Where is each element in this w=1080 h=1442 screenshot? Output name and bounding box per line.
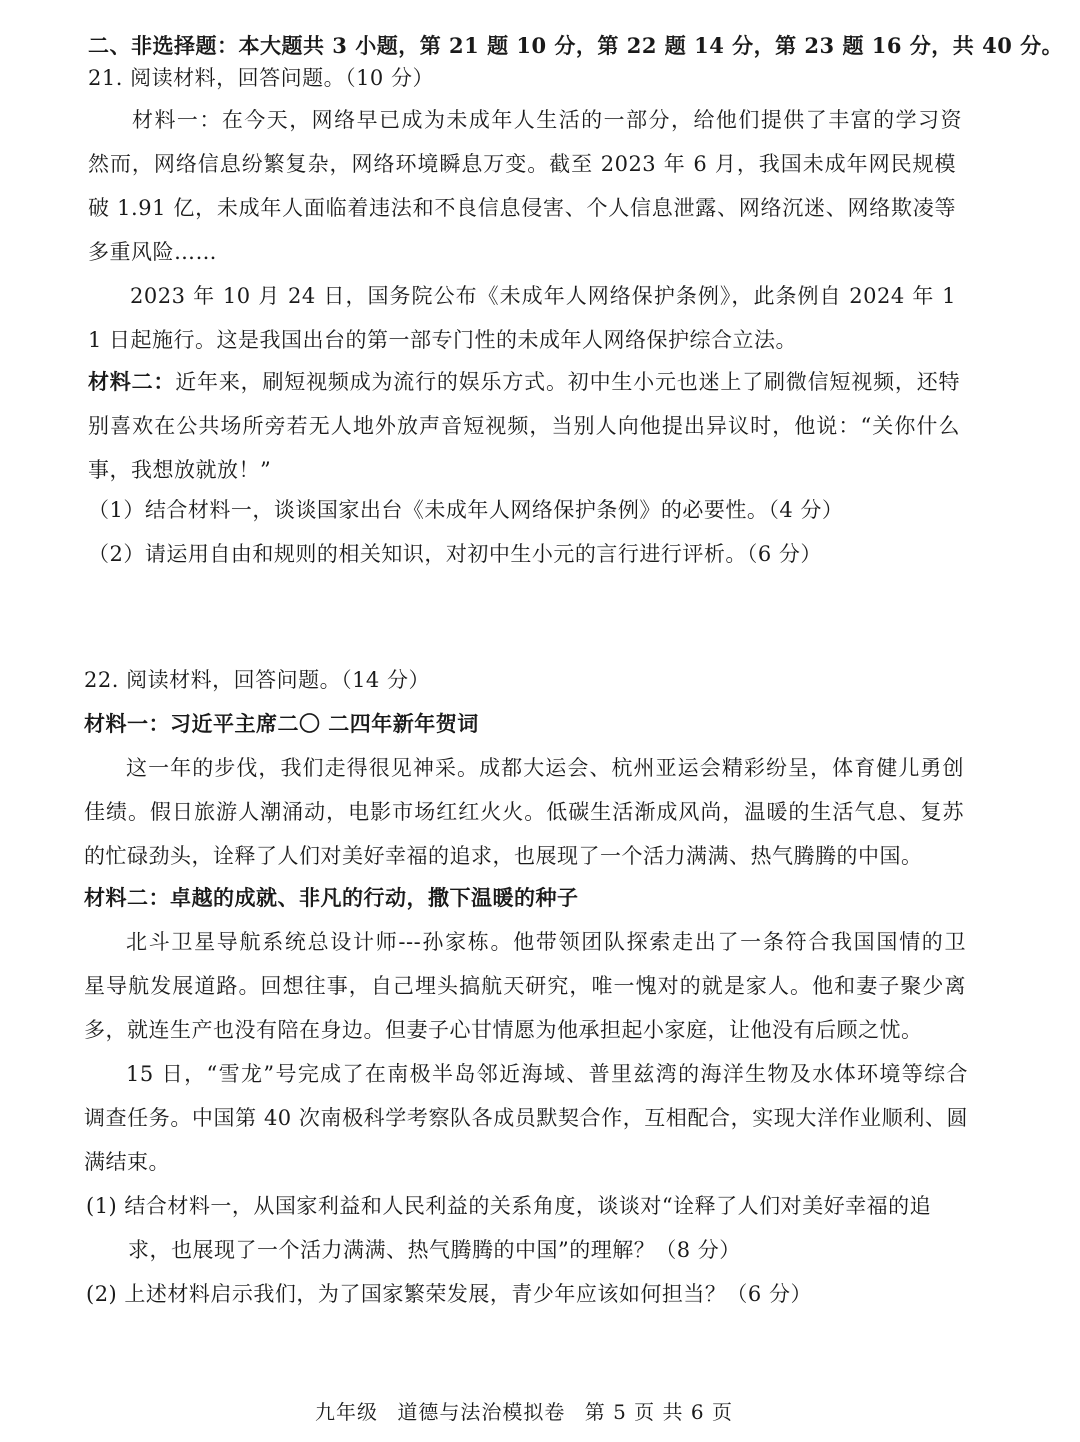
q22-material2-heading: 材料二：卓越的成就、非凡的行动，撒下温暖的种子 [84,885,579,910]
q21-material2-line: 事，我想放就放！” [88,458,272,482]
q21-material1-line: 材料一：在今天，网络早已成为未成年人生活的一部分，给他们提供了丰富的学习资 [132,108,962,132]
q22-material1-line: 的忙碌劲头，诠释了人们对美好幸福的追求，也展现了一个活力满满、热气腾腾的中国。 [84,844,923,868]
q22-material2b-line: 15 日，“雪龙”号完成了在南极半岛邻近海域、普里兹湾的海洋生物及水体环境等综合 [126,1062,968,1086]
q22-material2a-line: 北斗卫星导航系统总设计师---孙家栋。他带领团队探索走出了一条符合我国国情的卫 [126,930,966,954]
q21-title: 21. 阅读材料，回答问题。（10 分） [88,66,434,90]
q22-material2b-line: 调查任务。中国第 40 次南极科学考察队各成员默契合作，互相配合，实现大洋作业顺利、圆 [84,1106,968,1130]
footer-page-info: 第 5 页 共 6 页 [584,1400,733,1424]
section-heading: 二、非选择题：本大题共 3 小题，第 21 题 10 分，第 22 题 14 分，第 23 题 16 分，共 40 分。 [88,33,1064,58]
q21-material2-first-line [88,368,960,398]
q22-title: 22. 阅读材料，回答问题。（14 分） [84,668,430,692]
q21-material1-line: 然而，网络信息纷繁复杂，网络环境瞬息万变。截至 2023 年 6 月，我国未成年网民规模 [88,152,956,176]
q22-material1-line: 这一年的步伐，我们走得很见神采。成都大运会、杭州亚运会精彩纷呈，体育健儿勇创 [126,756,964,780]
q21-subquestion-1: （1）结合材料一，谈谈国家出台《未成年人网络保护条例》的必要性。（4 分） [88,498,844,522]
q22-material2b-line: 满结束。 [84,1150,170,1174]
q22-material2a-line: 多，就连生产也没有陪在身边。但妻子心甘情愿为他承担起小家庭，让他没有后顾之忧。 [84,1018,923,1042]
q22-subquestion-2: (2) 上述材料启示我们，为了国家繁荣发展，青少年应该如何担当？（6 分） [86,1282,812,1306]
q22-material1-heading: 材料一：习近平主席二〇 二四年新年贺词 [84,711,479,736]
q22-subquestion-1-cont: 求，也展现了一个活力满满、热气腾腾的中国”的理解？（8 分） [128,1238,741,1262]
q21-material1-line: 破 1.91 亿，未成年人面临着违法和不良信息侵害、个人信息泄露、网络沉迷、网络欺凌等 [88,196,956,220]
footer-subject: 道德与法治模拟卷 [397,1400,566,1424]
q22-material1-line: 佳绩。假日旅游人潮涌动，电影市场红红火火。低碳生活渐成风尚，温暖的生活气息、复苏 [84,800,964,824]
q22-subquestion-1: (1) 结合材料一，从国家利益和人民利益的关系角度，谈谈对“诠释了人们对美好幸福的追 [86,1194,932,1218]
q21-material1-line: 多重风险…… [88,240,217,264]
footer-grade: 九年级 [315,1400,379,1424]
q21-material1b-line: 2023 年 10 月 24 日，国务院公布《未成年人网络保护条例》，此条例自 2024 年 1 [130,284,956,308]
q21-material2-text: 近年来，刷短视频成为流行的娱乐方式。初中生小元也迷上了刷微信短视频，还特 [175,370,960,394]
q21-subquestion-2: （2）请运用自由和规则的相关知识，对初中生小元的言行进行评析。（6 分） [88,542,822,566]
q21-material2-line: 别喜欢在公共场所旁若无人地外放声音短视频，当别人向他提出异议时，他说：“关你什么 [88,414,960,438]
q21-material2-label: 材料二： [88,369,176,394]
q21-material1b-line: 1 日起施行。这是我国出台的第一部专门性的未成年人网络保护综合立法。 [88,328,798,352]
page-footer [0,1398,1064,1426]
q22-material2a-line: 星导航发展道路。回想往事，自己埋头搞航天研究，唯一愧对的就是家人。他和妻子聚少离 [84,974,966,998]
